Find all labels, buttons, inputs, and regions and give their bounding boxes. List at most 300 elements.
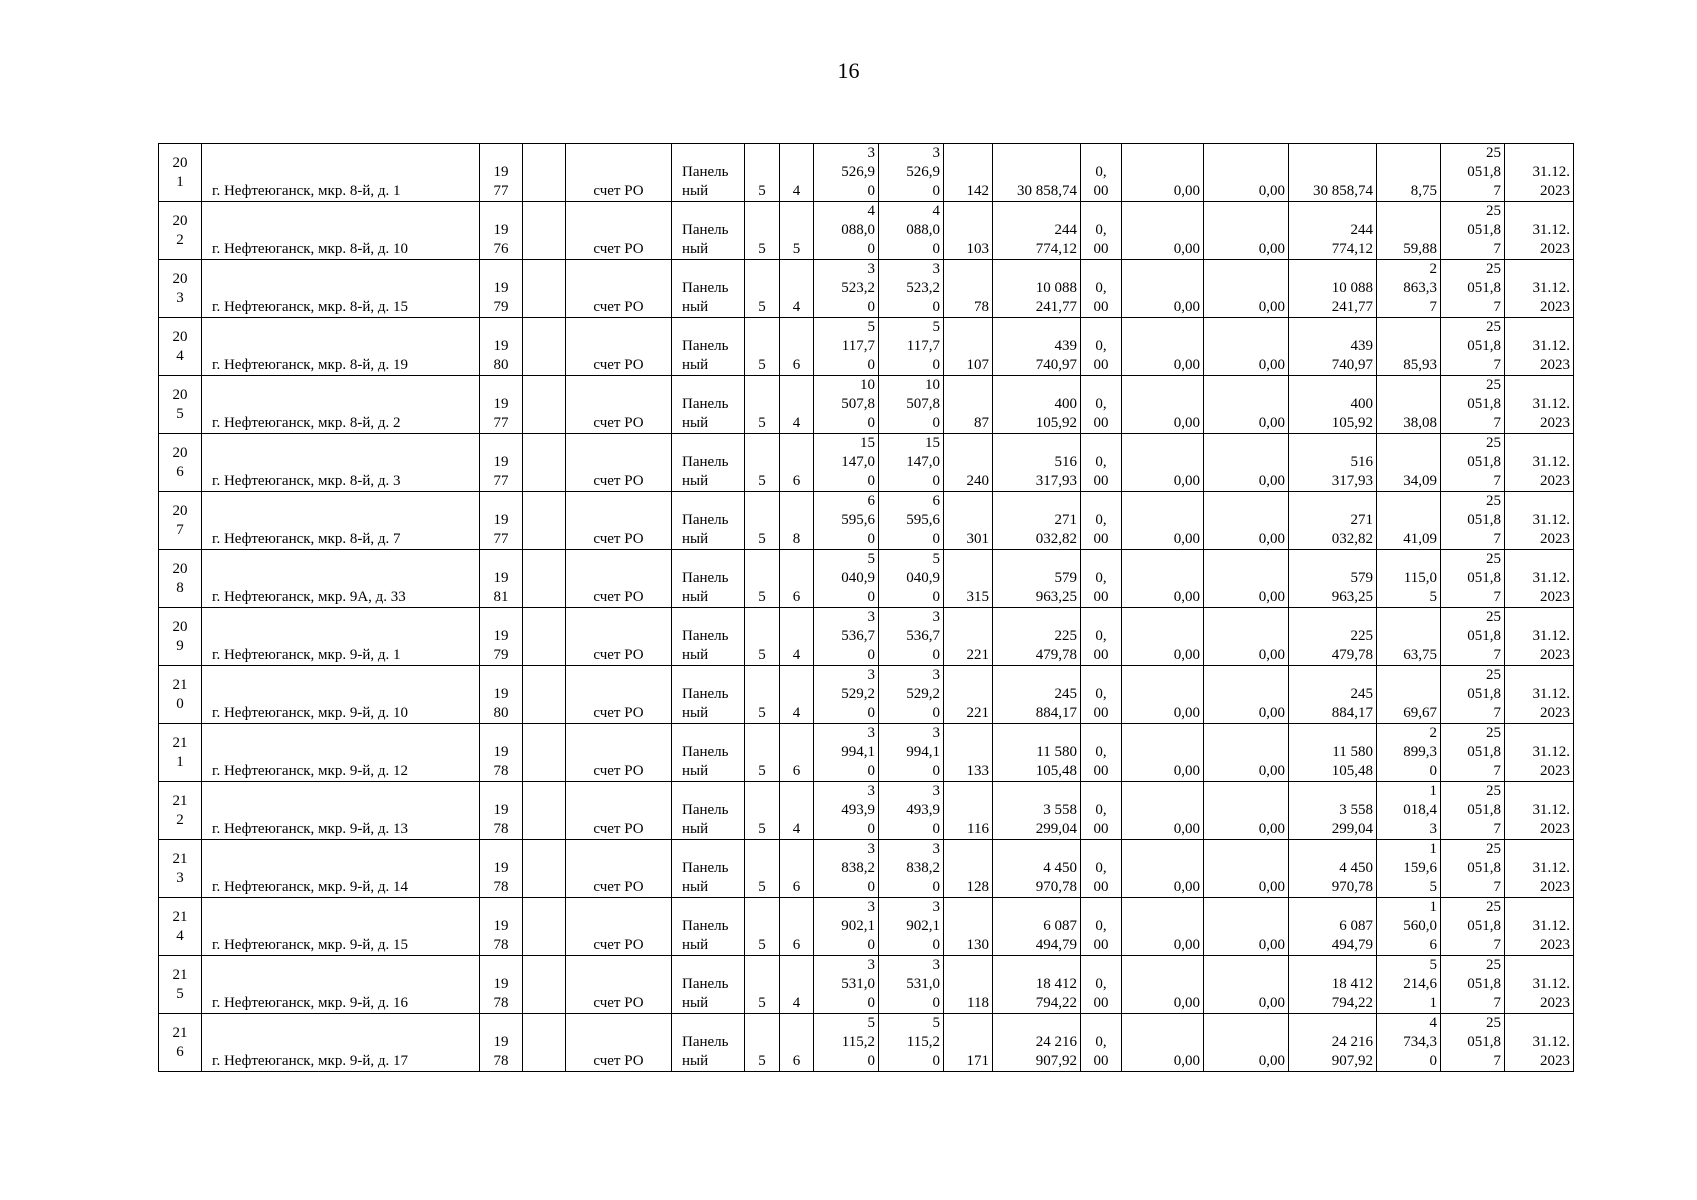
deadline-cell-text: 31.12. 2023: [1532, 802, 1570, 837]
living-area-cell-text: 5 117,7 0: [906, 319, 940, 373]
residents-cell: [944, 608, 993, 666]
local-share-cell-text: 0,00: [1258, 647, 1285, 663]
floors-cell: [745, 492, 780, 550]
year-cell: [480, 376, 523, 434]
deadline-cell: [1505, 144, 1574, 202]
floors-cell-text: 5: [758, 763, 766, 779]
budget-share-cell: [1122, 376, 1204, 434]
residents-cell: [944, 782, 993, 840]
living-area-cell: [879, 724, 944, 782]
wall-type-cell: [672, 144, 745, 202]
page-number: 16: [837, 58, 860, 83]
floors-cell-text: 5: [758, 183, 766, 199]
floors-cell: [745, 202, 780, 260]
total-cost-cell-text: 6 087 494,79: [1035, 918, 1077, 953]
total-area-cell-text: 3 493,9 0: [841, 783, 875, 837]
limit-cost-cell: [1441, 724, 1505, 782]
fund-method-cell-text: счет РО: [593, 763, 644, 779]
fund-share-cell: [1081, 1014, 1122, 1072]
floors-cell-text: 5: [758, 937, 766, 953]
owners-share-cell-text: 3 558 299,04: [1331, 802, 1373, 837]
budget-share-cell: [1122, 434, 1204, 492]
local-share-cell: [1204, 666, 1289, 724]
budget-share-cell: [1122, 666, 1204, 724]
wall-type-cell-text: Панель ный: [682, 280, 729, 315]
local-share-cell-text: 0,00: [1258, 589, 1285, 605]
unit-cost-cell-text: 4 734,3 0: [1403, 1015, 1437, 1069]
address-cell: [202, 840, 480, 898]
fund-method-cell: [566, 376, 672, 434]
floors-cell-text: 5: [758, 415, 766, 431]
year-cell-text: 19 76: [493, 222, 509, 257]
unit-cost-cell: [1377, 260, 1441, 318]
deadline-cell: [1505, 318, 1574, 376]
table-row: [159, 956, 1574, 1014]
address-cell-text: г. Нефтеюганск, мкр. 9-й, д. 15: [212, 937, 408, 953]
row-number: [159, 608, 202, 666]
wall-type-cell-text: Панель ный: [682, 570, 729, 605]
total-cost-cell-text: 516 317,93: [1035, 454, 1077, 489]
residents-cell: [944, 666, 993, 724]
year-cell-text: 19 78: [493, 918, 509, 953]
unit-cost-cell-text: 2 863,3 7: [1403, 261, 1437, 315]
unit-cost-cell: [1377, 202, 1441, 260]
address-cell-text: г. Нефтеюганск, мкр. 8-й, д. 19: [212, 357, 408, 373]
fund-share-cell: [1081, 840, 1122, 898]
fund-share-cell: [1081, 492, 1122, 550]
row-number: [159, 840, 202, 898]
floors-cell-text: 5: [758, 589, 766, 605]
deadline-cell: [1505, 550, 1574, 608]
total-cost-cell: [993, 898, 1081, 956]
row-number-text: 21 5: [172, 966, 188, 1002]
living-area-cell: [879, 492, 944, 550]
year-cell-text: 19 79: [493, 280, 509, 315]
address-cell: [202, 434, 480, 492]
residents-cell: [944, 434, 993, 492]
wall-type-cell-text: Панель ный: [682, 918, 729, 953]
local-share-cell: [1204, 840, 1289, 898]
owners-share-cell: [1289, 318, 1377, 376]
unit-cost-cell: [1377, 376, 1441, 434]
row-number: [159, 956, 202, 1014]
total-cost-cell: [993, 318, 1081, 376]
local-share-cell: [1204, 260, 1289, 318]
fund-method-cell: [566, 492, 672, 550]
total-cost-cell: [993, 666, 1081, 724]
fund-share-cell-text: 0, 00: [1093, 396, 1109, 431]
fund-method-cell: [566, 782, 672, 840]
residents-cell-text: 240: [966, 473, 989, 489]
deadline-cell: [1505, 1014, 1574, 1072]
row-number: [159, 724, 202, 782]
total-area-cell-text: 3 902,1 0: [841, 899, 875, 953]
total-area-cell: [814, 724, 879, 782]
row-number-text: 20 9: [172, 618, 188, 654]
living-area-cell: [879, 376, 944, 434]
address-cell-text: г. Нефтеюганск, мкр. 8-й, д. 2: [212, 415, 401, 431]
living-area-cell-text: 5 115,2 0: [906, 1015, 940, 1069]
residents-cell-text: 107: [966, 357, 989, 373]
fund-method-cell-text: счет РО: [593, 183, 644, 199]
fund-share-cell: [1081, 144, 1122, 202]
floors-cell: [745, 608, 780, 666]
floors-cell: [745, 956, 780, 1014]
local-share-cell-text: 0,00: [1258, 183, 1285, 199]
entrances-cell: [780, 782, 814, 840]
budget-share-cell-text: 0,00: [1173, 995, 1200, 1011]
fund-method-cell-text: счет РО: [593, 995, 644, 1011]
year-cell-text: 19 78: [493, 976, 509, 1011]
row-number: [159, 782, 202, 840]
fund-method-cell-text: счет РО: [593, 1053, 644, 1069]
floors-cell-text: 5: [758, 299, 766, 315]
unit-cost-cell: [1377, 550, 1441, 608]
living-area-cell: [879, 666, 944, 724]
unit-cost-cell-text: 38,08: [1403, 415, 1437, 431]
entrances-cell: [780, 956, 814, 1014]
budget-share-cell-text: 0,00: [1173, 183, 1200, 199]
fund-method-cell-text: счет РО: [593, 705, 644, 721]
address-cell: [202, 492, 480, 550]
local-share-cell: [1204, 550, 1289, 608]
living-area-cell-text: 15 147,0 0: [906, 435, 940, 489]
deadline-cell: [1505, 376, 1574, 434]
entrances-cell-text: 8: [792, 531, 801, 547]
budget-share-cell: [1122, 318, 1204, 376]
fund-share-cell: [1081, 376, 1122, 434]
living-area-cell: [879, 608, 944, 666]
table-row: [159, 782, 1574, 840]
entrances-cell-text: 6: [792, 763, 801, 779]
wall-type-cell-text: Панель ный: [682, 976, 729, 1011]
deadline-cell-text: 31.12. 2023: [1532, 570, 1570, 605]
residents-cell: [944, 202, 993, 260]
fund-share-cell: [1081, 202, 1122, 260]
local-share-cell-text: 0,00: [1258, 357, 1285, 373]
total-area-cell-text: 3 523,2 0: [841, 261, 875, 315]
total-cost-cell: [993, 608, 1081, 666]
wall-type-cell-text: Панель ный: [682, 802, 729, 837]
fund-share-cell: [1081, 956, 1122, 1014]
material-cell: [523, 840, 566, 898]
address-cell: [202, 144, 480, 202]
budget-share-cell-text: 0,00: [1173, 647, 1200, 663]
local-share-cell-text: 0,00: [1258, 241, 1285, 257]
entrances-cell: [780, 492, 814, 550]
table-row: [159, 1014, 1574, 1072]
floors-cell-text: 5: [758, 995, 766, 1011]
unit-cost-cell: [1377, 492, 1441, 550]
limit-cost-cell-text: 25 051,8 7: [1467, 1015, 1501, 1069]
local-share-cell: [1204, 898, 1289, 956]
budget-share-cell: [1122, 724, 1204, 782]
total-area-cell: [814, 1014, 879, 1072]
deadline-cell-text: 31.12. 2023: [1532, 164, 1570, 199]
budget-share-cell-text: 0,00: [1173, 241, 1200, 257]
limit-cost-cell: [1441, 434, 1505, 492]
budget-share-cell: [1122, 492, 1204, 550]
local-share-cell: [1204, 434, 1289, 492]
fund-share-cell-text: 0, 00: [1093, 512, 1109, 547]
entrances-cell-text: 4: [792, 299, 801, 315]
address-cell-text: г. Нефтеюганск, мкр. 9-й, д. 12: [212, 763, 408, 779]
total-cost-cell-text: 4 450 970,78: [1035, 860, 1077, 895]
entrances-cell: [780, 260, 814, 318]
unit-cost-cell: [1377, 898, 1441, 956]
year-cell: [480, 840, 523, 898]
floors-cell: [745, 840, 780, 898]
limit-cost-cell-text: 25 051,8 7: [1467, 203, 1501, 257]
total-area-cell-text: 5 040,9 0: [841, 551, 875, 605]
deadline-cell-text: 31.12. 2023: [1532, 628, 1570, 663]
total-area-cell: [814, 666, 879, 724]
budget-share-cell-text: 0,00: [1173, 299, 1200, 315]
fund-method-cell: [566, 840, 672, 898]
residents-cell-text: 118: [967, 995, 989, 1011]
year-cell: [480, 666, 523, 724]
deadline-cell: [1505, 840, 1574, 898]
unit-cost-cell: [1377, 434, 1441, 492]
limit-cost-cell-text: 25 051,8 7: [1467, 841, 1501, 895]
address-cell-text: г. Нефтеюганск, мкр. 9-й, д. 16: [212, 995, 408, 1011]
table-body: [159, 144, 1574, 1072]
residents-cell-text: 301: [966, 531, 989, 547]
limit-cost-cell-text: 25 051,8 7: [1467, 551, 1501, 605]
material-cell: [523, 608, 566, 666]
total-cost-cell-text: 18 412 794,22: [1035, 976, 1077, 1011]
address-cell-text: г. Нефтеюганск, мкр. 9-й, д. 1: [212, 647, 401, 663]
address-cell: [202, 550, 480, 608]
fund-method-cell-text: счет РО: [593, 879, 644, 895]
table-row: [159, 608, 1574, 666]
total-cost-cell-text: 400 105,92: [1035, 396, 1077, 431]
limit-cost-cell: [1441, 898, 1505, 956]
limit-cost-cell: [1441, 492, 1505, 550]
budget-share-cell: [1122, 1014, 1204, 1072]
limit-cost-cell-text: 25 051,8 7: [1467, 145, 1501, 199]
residents-cell-text: 133: [966, 763, 989, 779]
living-area-cell: [879, 144, 944, 202]
wall-type-cell-text: Панель ный: [682, 628, 729, 663]
local-share-cell-text: 0,00: [1258, 415, 1285, 431]
total-cost-cell: [993, 434, 1081, 492]
deadline-cell: [1505, 666, 1574, 724]
owners-share-cell: [1289, 1014, 1377, 1072]
owners-share-cell-text: 579 963,25: [1331, 570, 1373, 605]
residents-cell: [944, 144, 993, 202]
owners-share-cell-text: 24 216 907,92: [1331, 1034, 1373, 1069]
local-share-cell-text: 0,00: [1258, 531, 1285, 547]
year-cell-text: 19 80: [493, 686, 509, 721]
unit-cost-cell-text: 41,09: [1403, 531, 1437, 547]
entrances-cell: [780, 434, 814, 492]
year-cell: [480, 1014, 523, 1072]
fund-method-cell-text: счет РО: [593, 821, 644, 837]
total-area-cell-text: 15 147,0 0: [841, 435, 875, 489]
floors-cell: [745, 1014, 780, 1072]
table-row: [159, 318, 1574, 376]
row-number-text: 20 1: [172, 154, 188, 190]
fund-share-cell-text: 0, 00: [1093, 628, 1109, 663]
deadline-cell-text: 31.12. 2023: [1532, 1034, 1570, 1069]
floors-cell-text: 5: [758, 241, 766, 257]
floors-cell-text: 5: [758, 1053, 766, 1069]
local-share-cell-text: 0,00: [1258, 821, 1285, 837]
local-share-cell: [1204, 492, 1289, 550]
total-cost-cell-text: 24 216 907,92: [1035, 1034, 1077, 1069]
total-cost-cell-text: 439 740,97: [1035, 338, 1077, 373]
total-area-cell: [814, 434, 879, 492]
living-area-cell-text: 10 507,8 0: [906, 377, 940, 431]
fund-method-cell-text: счет РО: [593, 937, 644, 953]
material-cell: [523, 1014, 566, 1072]
entrances-cell-text: 4: [792, 995, 801, 1011]
year-cell-text: 19 77: [493, 512, 509, 547]
total-area-cell: [814, 492, 879, 550]
wall-type-cell-text: Панель ный: [682, 1034, 729, 1069]
total-area-cell: [814, 898, 879, 956]
entrances-cell-text: 4: [792, 705, 801, 721]
year-cell: [480, 550, 523, 608]
local-share-cell: [1204, 376, 1289, 434]
floors-cell: [745, 318, 780, 376]
year-cell-text: 19 77: [493, 164, 509, 199]
entrances-cell-text: 4: [792, 415, 801, 431]
address-cell: [202, 1014, 480, 1072]
total-cost-cell: [993, 492, 1081, 550]
living-area-cell: [879, 956, 944, 1014]
fund-share-cell-text: 0, 00: [1093, 280, 1109, 315]
row-number-text: 21 6: [172, 1024, 188, 1060]
total-cost-cell-text: 11 580 105,48: [1035, 744, 1077, 779]
floors-cell-text: 5: [758, 705, 766, 721]
entrances-cell-text: 6: [792, 1053, 801, 1069]
total-cost-cell: [993, 376, 1081, 434]
wall-type-cell: [672, 318, 745, 376]
living-area-cell-text: 3 994,1 0: [906, 725, 940, 779]
total-cost-cell: [993, 840, 1081, 898]
row-number: [159, 318, 202, 376]
entrances-cell: [780, 840, 814, 898]
row-number-text: 21 4: [172, 908, 188, 944]
living-area-cell-text: 3 838,2 0: [906, 841, 940, 895]
wall-type-cell: [672, 550, 745, 608]
living-area-cell: [879, 318, 944, 376]
table-row: [159, 898, 1574, 956]
total-cost-cell: [993, 260, 1081, 318]
fund-share-cell-text: 0, 00: [1093, 222, 1109, 257]
limit-cost-cell: [1441, 376, 1505, 434]
floors-cell: [745, 898, 780, 956]
wall-type-cell-text: Панель ный: [682, 512, 729, 547]
limit-cost-cell-text: 25 051,8 7: [1467, 609, 1501, 663]
material-cell: [523, 260, 566, 318]
total-cost-cell-text: 579 963,25: [1035, 570, 1077, 605]
total-area-cell: [814, 608, 879, 666]
unit-cost-cell: [1377, 840, 1441, 898]
fund-method-cell-text: счет РО: [593, 647, 644, 663]
residents-cell-text: 221: [966, 705, 989, 721]
unit-cost-cell: [1377, 956, 1441, 1014]
residents-cell: [944, 1014, 993, 1072]
fund-share-cell: [1081, 550, 1122, 608]
budget-share-cell: [1122, 550, 1204, 608]
wall-type-cell-text: Панель ный: [682, 338, 729, 373]
address-cell-text: г. Нефтеюганск, мкр. 9-й, д. 14: [212, 879, 408, 895]
owners-share-cell-text: 439 740,97: [1331, 338, 1373, 373]
total-area-cell-text: 5 117,7 0: [841, 319, 875, 373]
unit-cost-cell: [1377, 782, 1441, 840]
fund-share-cell: [1081, 260, 1122, 318]
limit-cost-cell: [1441, 782, 1505, 840]
floors-cell-text: 5: [758, 879, 766, 895]
row-number: [159, 550, 202, 608]
deadline-cell: [1505, 202, 1574, 260]
material-cell: [523, 956, 566, 1014]
year-cell-text: 19 78: [493, 744, 509, 779]
unit-cost-cell-text: 115,0 5: [1403, 570, 1437, 605]
total-area-cell-text: 3 994,1 0: [841, 725, 875, 779]
fund-method-cell: [566, 1014, 672, 1072]
wall-type-cell: [672, 782, 745, 840]
limit-cost-cell-text: 25 051,8 7: [1467, 783, 1501, 837]
budget-share-cell: [1122, 202, 1204, 260]
budget-share-cell-text: 0,00: [1173, 473, 1200, 489]
year-cell-text: 19 77: [493, 396, 509, 431]
living-area-cell-text: 3 493,9 0: [906, 783, 940, 837]
wall-type-cell: [672, 376, 745, 434]
deadline-cell: [1505, 956, 1574, 1014]
local-share-cell-text: 0,00: [1258, 1053, 1285, 1069]
unit-cost-cell-text: 59,88: [1403, 241, 1437, 257]
residents-cell-text: 116: [967, 821, 989, 837]
row-number-text: 20 3: [172, 270, 188, 306]
floors-cell: [745, 434, 780, 492]
fund-method-cell: [566, 144, 672, 202]
unit-cost-cell-text: 1 560,0 6: [1403, 899, 1437, 953]
address-cell: [202, 260, 480, 318]
owners-share-cell: [1289, 202, 1377, 260]
address-cell: [202, 666, 480, 724]
fund-share-cell-text: 0, 00: [1093, 918, 1109, 953]
local-share-cell-text: 0,00: [1258, 879, 1285, 895]
total-cost-cell-text: 244 774,12: [1035, 222, 1077, 257]
row-number-text: 20 7: [172, 502, 188, 538]
owners-share-cell: [1289, 666, 1377, 724]
owners-share-cell-text: 6 087 494,79: [1331, 918, 1373, 953]
unit-cost-cell-text: 2 899,3 0: [1403, 725, 1437, 779]
residents-cell: [944, 492, 993, 550]
table-row: [159, 666, 1574, 724]
address-cell: [202, 318, 480, 376]
owners-share-cell-text: 271 032,82: [1331, 512, 1373, 547]
living-area-cell: [879, 434, 944, 492]
row-number: [159, 144, 202, 202]
limit-cost-cell: [1441, 1014, 1505, 1072]
wall-type-cell: [672, 434, 745, 492]
budget-share-cell: [1122, 144, 1204, 202]
wall-type-cell: [672, 492, 745, 550]
limit-cost-cell: [1441, 318, 1505, 376]
row-number-text: 21 1: [172, 734, 188, 770]
row-number: [159, 1014, 202, 1072]
wall-type-cell: [672, 724, 745, 782]
floors-cell: [745, 550, 780, 608]
budget-share-cell-text: 0,00: [1173, 937, 1200, 953]
budget-share-cell-text: 0,00: [1173, 879, 1200, 895]
deadline-cell-text: 31.12. 2023: [1532, 280, 1570, 315]
